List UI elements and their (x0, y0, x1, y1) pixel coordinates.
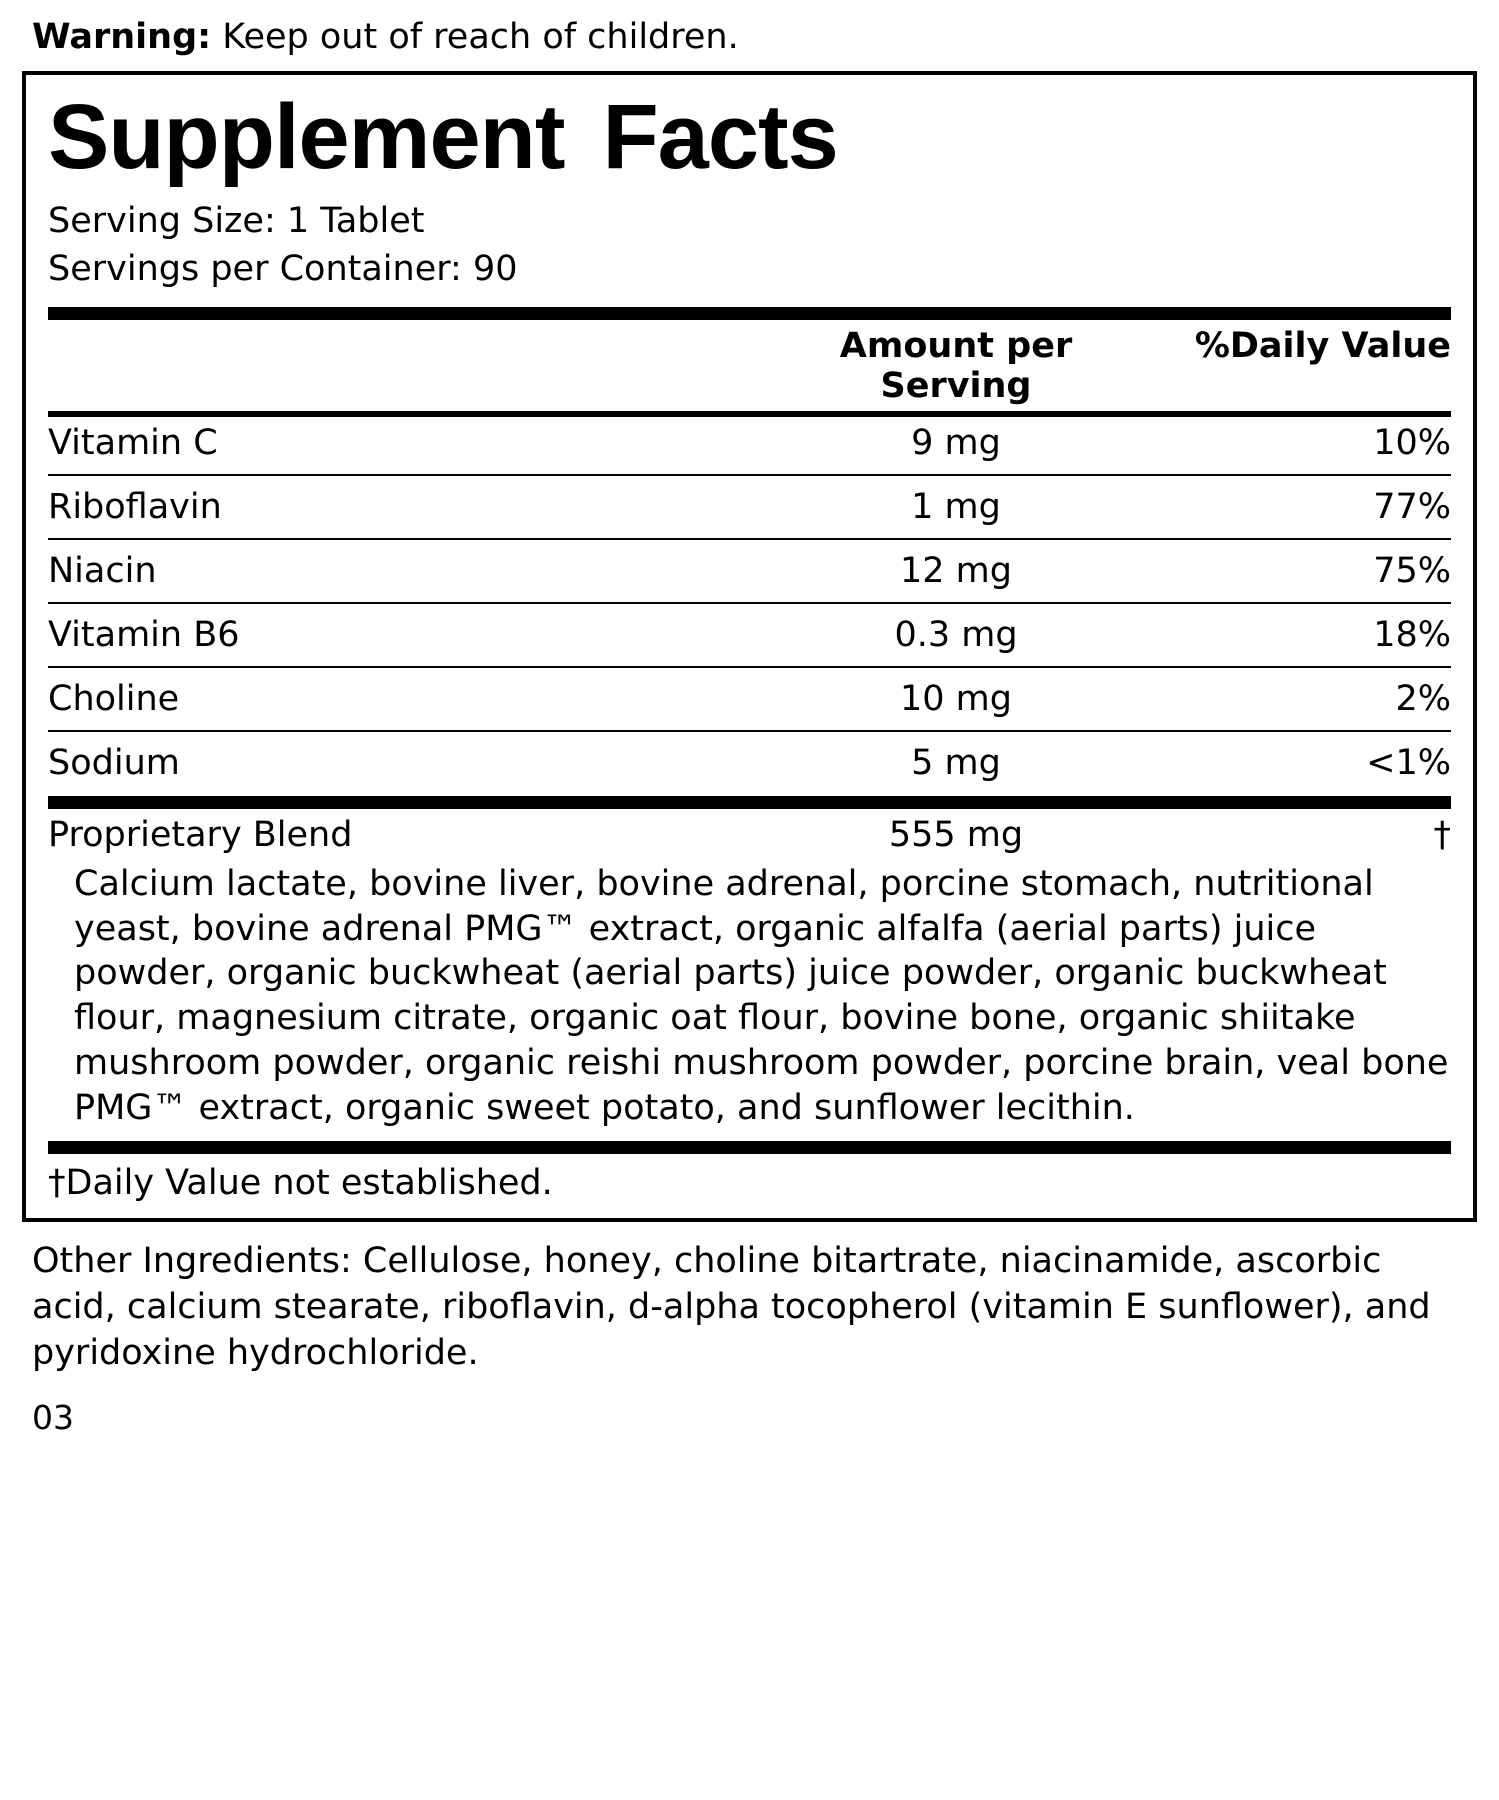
warning-text: Keep out of reach of children. (211, 17, 739, 57)
warning-label: Warning: (32, 17, 212, 57)
header-blank (48, 320, 791, 411)
nutrient-name: Vitamin C (48, 422, 218, 463)
proprietary-blend-row (48, 809, 1451, 860)
title-facts: Facts (602, 85, 838, 188)
row-separator (48, 596, 1451, 609)
table-row (48, 545, 1451, 596)
table-row (48, 737, 1451, 788)
nutrient-amount: 5 mg (911, 742, 1001, 783)
nutrient-rows (48, 417, 1451, 788)
nutrient-daily-value: 18% (1373, 614, 1451, 655)
table-row (48, 809, 1451, 860)
blend-ingredient-list: Calcium lactate, bovine liver, bovine adrenal, porcine stomach, nutritional yeast, bovine adrenal PMG™ extract, organic alfalfa (aerial parts) juice powder, organic buckwheat (aerial parts) juice powder, organic buckwheat flour, magnesium citrate, organic oat flour, bovine bone, organic shiitake mushroom powder, organic reishi mushroom powder, porcine brain, veal bone PMG™ extract, organic sweet potato, and sunflower lecithin. (74, 863, 1449, 1128)
nutrition-table (48, 320, 1451, 411)
nutrient-daily-value: 75% (1373, 550, 1451, 591)
warning-line (22, 0, 1477, 71)
table-row (48, 417, 1451, 468)
nutrient-name: Vitamin B6 (48, 614, 240, 655)
supplement-facts-panel (22, 71, 1477, 1222)
divider-thick-top (48, 307, 1451, 320)
blend-daily-value: † (1433, 814, 1451, 855)
nutrient-amount: 10 mg (900, 678, 1012, 719)
table-row (48, 609, 1451, 660)
nutrient-amount: 1 mg (911, 486, 1001, 527)
daily-value-footnote: †Daily Value not established. (48, 1162, 553, 1203)
row-separator (48, 532, 1451, 545)
nutrient-amount: 12 mg (900, 550, 1012, 591)
row-separator (48, 468, 1451, 481)
nutrient-daily-value: 2% (1395, 678, 1451, 719)
revision-code: 03 (32, 1398, 74, 1438)
table-row (48, 673, 1451, 724)
title-supplement: Supplement (48, 85, 565, 188)
nutrient-daily-value: 10% (1373, 422, 1451, 463)
header-daily-value: %Daily Value (1194, 325, 1451, 366)
nutrient-daily-value: 77% (1373, 486, 1451, 527)
nutrient-amount: 0.3 mg (894, 614, 1018, 655)
nutrient-name: Choline (48, 678, 180, 719)
header-amount-per-serving: Amount per Serving (839, 325, 1073, 406)
nutrient-amount: 9 mg (911, 422, 1001, 463)
other-ingredients: Other Ingredients: Cellulose, honey, choline bitartrate, niacinamide, ascorbic acid, calcium stearate, riboflavin, d-alpha tocopherol (vitamin E sunflower), and pyridoxine hydrochloride. (32, 1240, 1431, 1373)
nutrient-name: Riboflavin (48, 486, 222, 527)
nutrient-name: Niacin (48, 550, 157, 591)
row-separator (48, 660, 1451, 673)
row-separator (48, 724, 1451, 737)
nutrient-daily-value: <1% (1366, 742, 1451, 783)
table-row (48, 481, 1451, 532)
blend-amount: 555 mg (888, 814, 1024, 855)
divider-thick-blend (48, 796, 1451, 809)
servings-per-container: Servings per Container: 90 (48, 248, 518, 289)
serving-size: Serving Size: 1 Tablet (48, 201, 425, 242)
page-title (48, 85, 1451, 191)
table-header-row (48, 320, 1451, 411)
divider-thick-footnote (48, 1141, 1451, 1154)
nutrient-name: Sodium (48, 742, 180, 783)
blend-name: Proprietary Blend (48, 814, 353, 855)
